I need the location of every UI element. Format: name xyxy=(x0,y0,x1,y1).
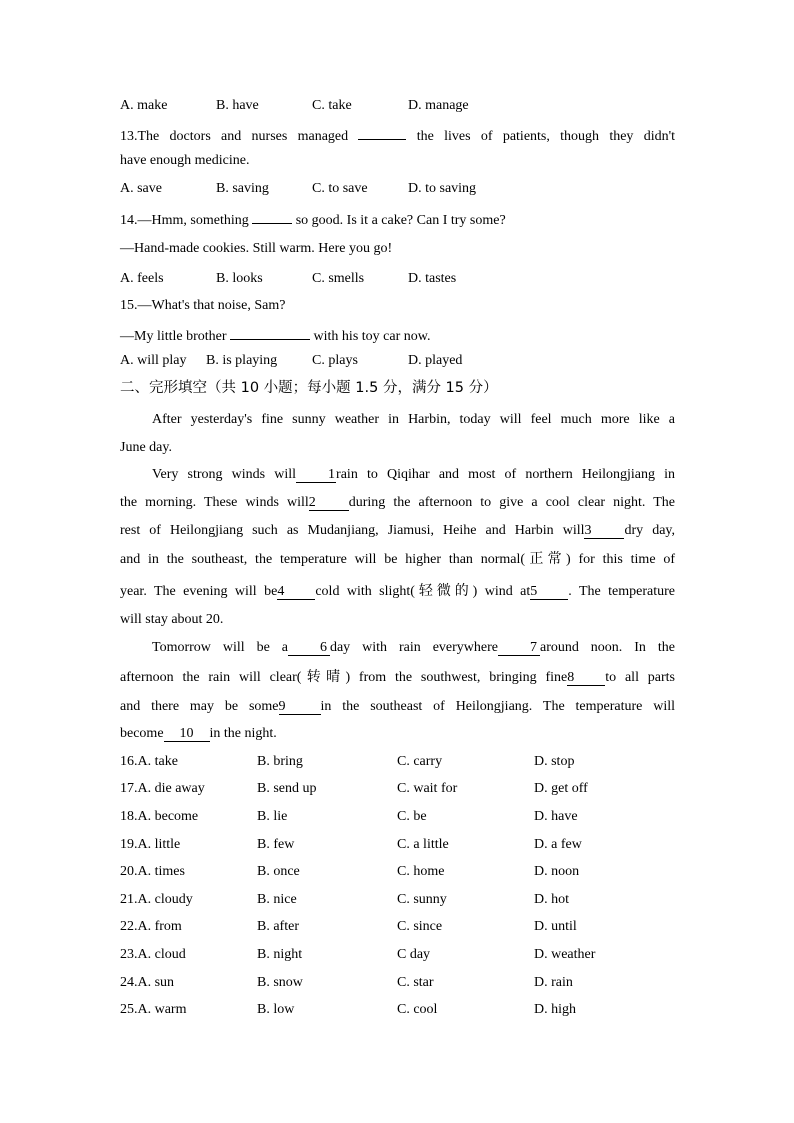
section-heading: 二、完形填空（共 10 小题；每小题 1.5 分，满分 15 分） xyxy=(120,380,498,396)
cloze-option-c: C. carry xyxy=(397,754,443,769)
cloze-option-b: B. low xyxy=(257,1002,295,1017)
q14-stem: 14.—Hmm, something so good. Is it a cake? Can I try some? xyxy=(120,209,506,230)
passage-p2-line1: Very strong winds will 1rain to Qiqihar and most of northern Heilongjiang in xyxy=(152,467,675,482)
passage-p3-line4: become 10 in the night. xyxy=(120,726,277,741)
cloze-option-a: 20.A. times xyxy=(120,864,185,879)
cloze-option-b: B. snow xyxy=(257,975,303,990)
blank-8: 8 xyxy=(567,671,605,686)
cloze-option-a: 17.A. die away xyxy=(120,781,205,796)
q13-stem-line2: have enough medicine. xyxy=(120,153,250,168)
cloze-question-22 xyxy=(120,918,675,936)
cloze-question-18 xyxy=(120,808,675,826)
passage-p1-line1: After yesterday's fine sunny weather in Harbin, today will feel much more like a xyxy=(152,412,675,427)
passage-p2-line2: the morning. These winds will2 during the afternoon to give a cool clear night. The xyxy=(120,495,676,510)
q15-reply: —My little brother with his toy car now. xyxy=(120,325,430,346)
q12-option-d: D. manage xyxy=(408,98,469,113)
cloze-question-20 xyxy=(120,863,675,881)
cloze-option-c: C. be xyxy=(397,809,427,824)
cloze-option-d: D. high xyxy=(534,1002,576,1017)
answer-blank xyxy=(358,125,406,140)
q14-options xyxy=(120,270,675,288)
blank-6: 6 xyxy=(288,641,330,656)
q14-reply: —Hand-made cookies. Still warm. Here you go! xyxy=(120,241,393,256)
q15-option-a: A. will play xyxy=(120,353,187,368)
cloze-option-c: C. wait for xyxy=(397,781,458,796)
cloze-option-c: C. star xyxy=(397,975,434,990)
passage-p3-line2: afternoon the rain will clear(转晴) from the southwest, bringing fine8 to all parts xyxy=(120,669,675,685)
cloze-option-a: 25.A. warm xyxy=(120,1002,187,1017)
cloze-option-c: C. sunny xyxy=(397,892,447,907)
blank-2: 2 xyxy=(309,496,349,511)
cloze-option-a: 22.A. from xyxy=(120,919,182,934)
q14-option-a: A. feels xyxy=(120,271,164,286)
cloze-option-d: D. a few xyxy=(534,837,582,852)
q13-option-a: A. save xyxy=(120,181,162,196)
cloze-question-16 xyxy=(120,753,675,771)
cloze-option-d: D. until xyxy=(534,919,577,934)
q12-options xyxy=(120,97,675,115)
blank-5: 5 xyxy=(530,585,568,600)
q14-option-d: D. tastes xyxy=(408,271,457,286)
cloze-option-b: B. bring xyxy=(257,754,303,769)
q14-option-b: B. looks xyxy=(216,271,263,286)
cloze-option-b: B. nice xyxy=(257,892,297,907)
cloze-option-b: B. night xyxy=(257,947,303,962)
cloze-question-24 xyxy=(120,974,675,992)
passage-p2-line5: year. The evening will be4 cold with slight(轻微的) wind at5 . The temperature xyxy=(120,583,676,599)
q13-options xyxy=(120,180,675,198)
cloze-option-c: C. a little xyxy=(397,837,449,852)
q13-stem-line1: 13.The doctors and nurses managed the lives of patients, though they didn't xyxy=(120,125,675,146)
blank-10: 10 xyxy=(164,727,210,742)
blank-1: 1 xyxy=(296,468,336,483)
q13-option-d: D. to saving xyxy=(408,181,477,196)
cloze-option-d: D. weather xyxy=(534,947,596,962)
blank-4: 4 xyxy=(277,585,315,600)
q13-option-c: C. to save xyxy=(312,181,368,196)
answer-blank xyxy=(252,209,292,224)
passage-p3-line1: Tomorrow will be a 6 day with rain everywhere 7 around noon. In the xyxy=(152,640,675,655)
cloze-question-19 xyxy=(120,836,675,854)
blank-9: 9 xyxy=(279,700,321,715)
cloze-option-b: B. few xyxy=(257,837,295,852)
cloze-option-d: D. stop xyxy=(534,754,575,769)
passage-p2-line4: and in the southeast, the temperature will be higher than normal(正常) for this time of xyxy=(120,551,676,567)
q12-option-b: B. have xyxy=(216,98,259,113)
cloze-question-21 xyxy=(120,891,675,909)
cloze-question-23 xyxy=(120,946,675,964)
cloze-option-a: 19.A. little xyxy=(120,837,181,852)
cloze-option-b: B. once xyxy=(257,864,300,879)
cloze-option-b: B. after xyxy=(257,919,299,934)
cloze-option-a: 18.A. become xyxy=(120,809,199,824)
q13-option-b: B. saving xyxy=(216,181,269,196)
cloze-option-a: 16.A. take xyxy=(120,754,178,769)
cloze-option-a: 24.A. sun xyxy=(120,975,175,990)
cloze-option-d: D. get off xyxy=(534,781,588,796)
answer-blank xyxy=(230,325,310,340)
q12-option-c: C. take xyxy=(312,98,352,113)
cloze-question-17 xyxy=(120,780,675,798)
q15-option-c: C. plays xyxy=(312,353,358,368)
q15-option-b: B. is playing xyxy=(206,353,278,368)
q15-option-d: D. played xyxy=(408,353,463,368)
cloze-option-a: 21.A. cloudy xyxy=(120,892,193,907)
q14-option-c: C. smells xyxy=(312,271,365,286)
q15-stem: 15.—What's that noise, Sam? xyxy=(120,298,286,313)
blank-3: 3 xyxy=(584,524,624,539)
cloze-option-c: C. home xyxy=(397,864,445,879)
cloze-question-25 xyxy=(120,1001,675,1019)
passage-p2-line3: rest of Heilongjiang such as Mudanjiang, Jiamusi, Heihe and Harbin will3 dry day, xyxy=(120,523,675,538)
cloze-option-c: C. since xyxy=(397,919,443,934)
passage-p2-line6: will stay about 20. xyxy=(120,612,224,627)
passage-p3-line3: and there may be some9 in the southeast of Heilongjiang. The temperature will xyxy=(120,699,676,714)
cloze-option-b: B. send up xyxy=(257,781,317,796)
cloze-option-d: D. have xyxy=(534,809,578,824)
q15-options xyxy=(120,352,675,370)
cloze-option-c: C. cool xyxy=(397,1002,438,1017)
blank-7: 7 xyxy=(498,641,540,656)
q12-option-a: A. make xyxy=(120,98,168,113)
cloze-option-d: D. hot xyxy=(534,892,569,907)
cloze-option-b: B. lie xyxy=(257,809,288,824)
cloze-option-c: C day xyxy=(397,947,431,962)
passage-p1-line2: June day. xyxy=(120,440,172,455)
cloze-option-d: D. rain xyxy=(534,975,573,990)
cloze-option-a: 23.A. cloud xyxy=(120,947,186,962)
cloze-option-d: D. noon xyxy=(534,864,580,879)
